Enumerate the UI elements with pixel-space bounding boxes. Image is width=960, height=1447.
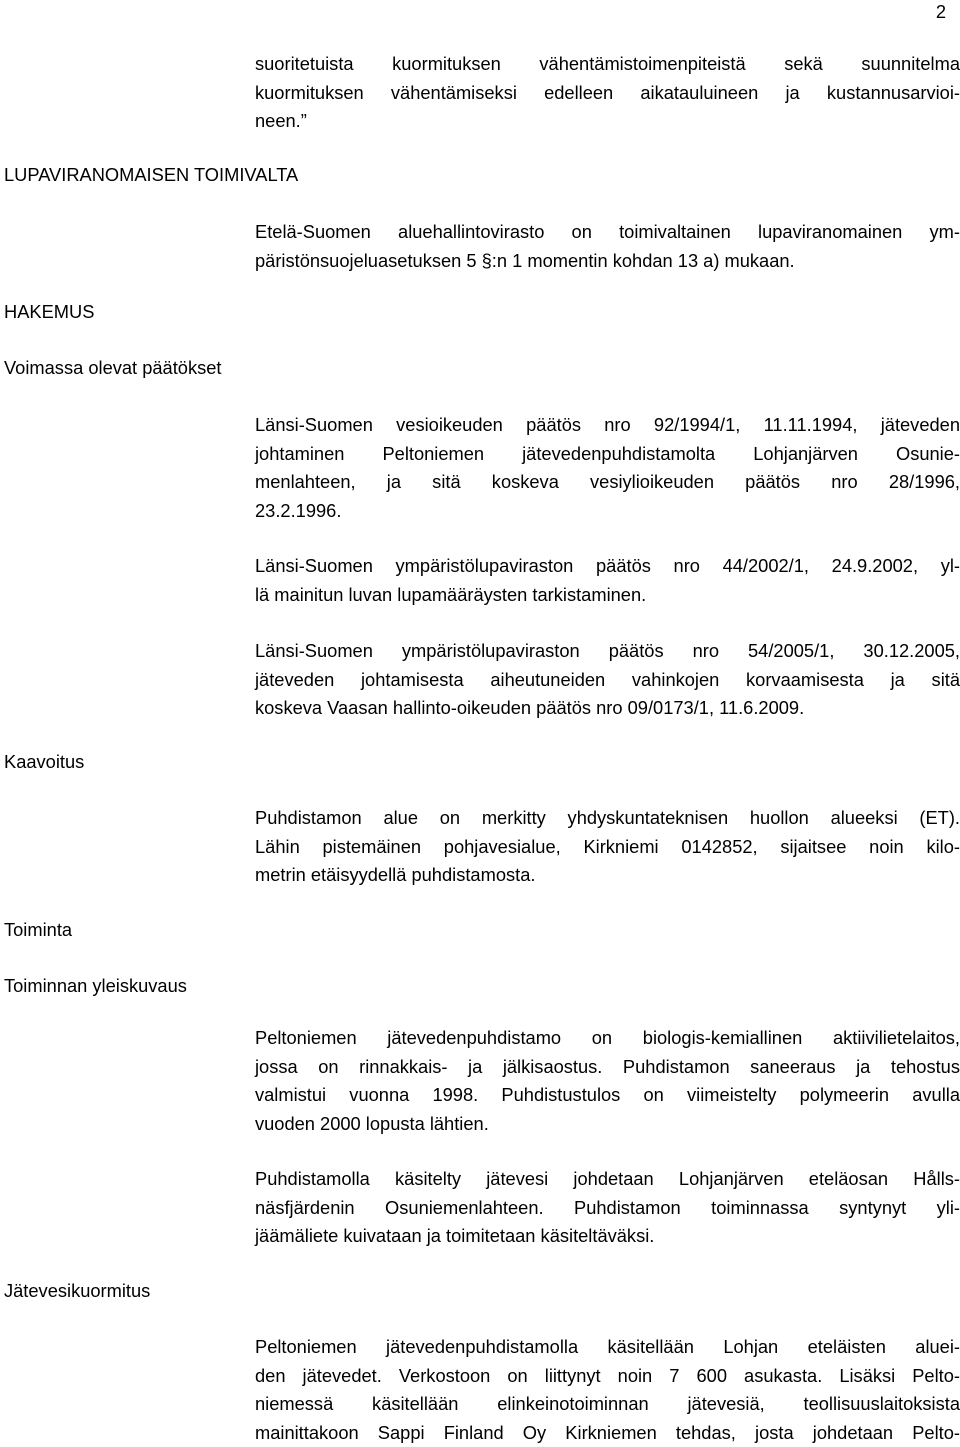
paragraph-line: Peltoniemen jätevedenpuhdistamolla käsitellään Lohjan eteläisten aluei- [255,1333,960,1362]
paragraph-line: päristönsuojeluasetuksen 5 §:n 1 momentin kohdan 13 a) mukaan. [255,247,960,276]
paragraph-line: Länsi-Suomen vesioikeuden päätös nro 92/1994/1, 11.11.1994, jäteveden [255,411,960,440]
page-number: 2 [936,0,946,26]
paragraph-yleiskuvaus-2 [255,1165,960,1251]
paragraph-line: Etelä-Suomen aluehallintovirasto on toimivaltainen lupaviranomainen ym- [255,218,960,247]
paragraph-line: metrin etäisyydellä puhdistamosta. [255,861,960,890]
paragraph-line: niemessä käsitellään elinkeinotoiminnan jätevesiä, teollisuuslaitoksista [255,1390,960,1419]
paragraph-line: kuormituksen vähentämiseksi edelleen aikatauluineen ja kustannusarvioi- [255,79,960,108]
paragraph-kaavoitus [255,804,960,890]
paragraph-line: den jätevedet. Verkostoon on liittynyt noin 7 600 asukasta. Lisäksi Pelto- [255,1362,960,1391]
paragraph-intro [255,50,960,136]
paragraph-line: jäteveden johtamisesta aiheutuneiden vahinkojen korvaamisesta ja sitä [255,666,960,695]
paragraph-line: mainittakoon Sappi Finland Oy Kirkniemen tehdas, josta johdetaan Pelto- [255,1419,960,1447]
paragraph-line: johtaminen Peltoniemen jätevedenpuhdistamolta Lohjanjärven Osunie- [255,440,960,469]
paragraph-decision-2 [255,552,960,609]
heading-toiminnan-yleiskuvaus: Toiminnan yleiskuvaus [4,972,187,1000]
paragraph-line: valmistui vuonna 1998. Puhdistustulos on viimeistelty polymeerin avulla [255,1081,960,1110]
paragraph-line: neen.” [255,107,960,136]
paragraph-decision-1 [255,411,960,525]
paragraph-line: näsfjärdenin Osuniemenlahteen. Puhdistamon toiminnassa syntynyt yli- [255,1194,960,1223]
paragraph-line: suoritetuista kuormituksen vähentämistoimenpiteistä sekä suunnitelma [255,50,960,79]
paragraph-jatevesikuormitus [255,1333,960,1447]
paragraph-line: Länsi-Suomen ympäristölupaviraston päätös nro 44/2002/1, 24.9.2002, yl- [255,552,960,581]
paragraph-line: 23.2.1996. [255,497,960,526]
paragraph-yleiskuvaus-1 [255,1024,960,1138]
paragraph-line: menlahteen, ja sitä koskeva vesiylioikeuden päätös nro 28/1996, [255,468,960,497]
paragraph-line: Puhdistamolla käsitelty jätevesi johdetaan Lohjanjärven eteläosan Hålls- [255,1165,960,1194]
paragraph-toimivalta [255,218,960,275]
paragraph-line: Länsi-Suomen ympäristölupaviraston päätös nro 54/2005/1, 30.12.2005, [255,637,960,666]
paragraph-line: vuoden 2000 lopusta lähtien. [255,1110,960,1139]
paragraph-line: jäämäliete kuivataan ja toimitetaan käsiteltäväksi. [255,1222,960,1251]
paragraph-decision-3 [255,637,960,723]
heading-toiminta: Toiminta [4,916,72,944]
paragraph-line: koskeva Vaasan hallinto-oikeuden päätös nro 09/0173/1, 11.6.2009. [255,694,960,723]
heading-kaavoitus: Kaavoitus [4,748,84,776]
paragraph-line: Peltoniemen jätevedenpuhdistamo on biologis-kemiallinen aktiivilietelaitos, [255,1024,960,1053]
heading-hakemus: HAKEMUS [4,298,94,326]
paragraph-line: Lähin pistemäinen pohjavesialue, Kirkniemi 0142852, sijaitsee noin kilo- [255,833,960,862]
heading-voimassa-olevat-paatokset: Voimassa olevat päätökset [4,354,221,382]
paragraph-line: lä mainitun luvan lupamääräysten tarkistaminen. [255,581,960,610]
paragraph-line: Puhdistamon alue on merkitty yhdyskuntateknisen huollon alueeksi (ET). [255,804,960,833]
heading-jatevesikuormitus: Jätevesikuormitus [4,1277,150,1305]
paragraph-line: jossa on rinnakkais- ja jälkisaostus. Puhdistamon saneeraus ja tehostus [255,1053,960,1082]
heading-lupaviranomaisen-toimivalta: LUPAVIRANOMAISEN TOIMIVALTA [4,161,298,189]
